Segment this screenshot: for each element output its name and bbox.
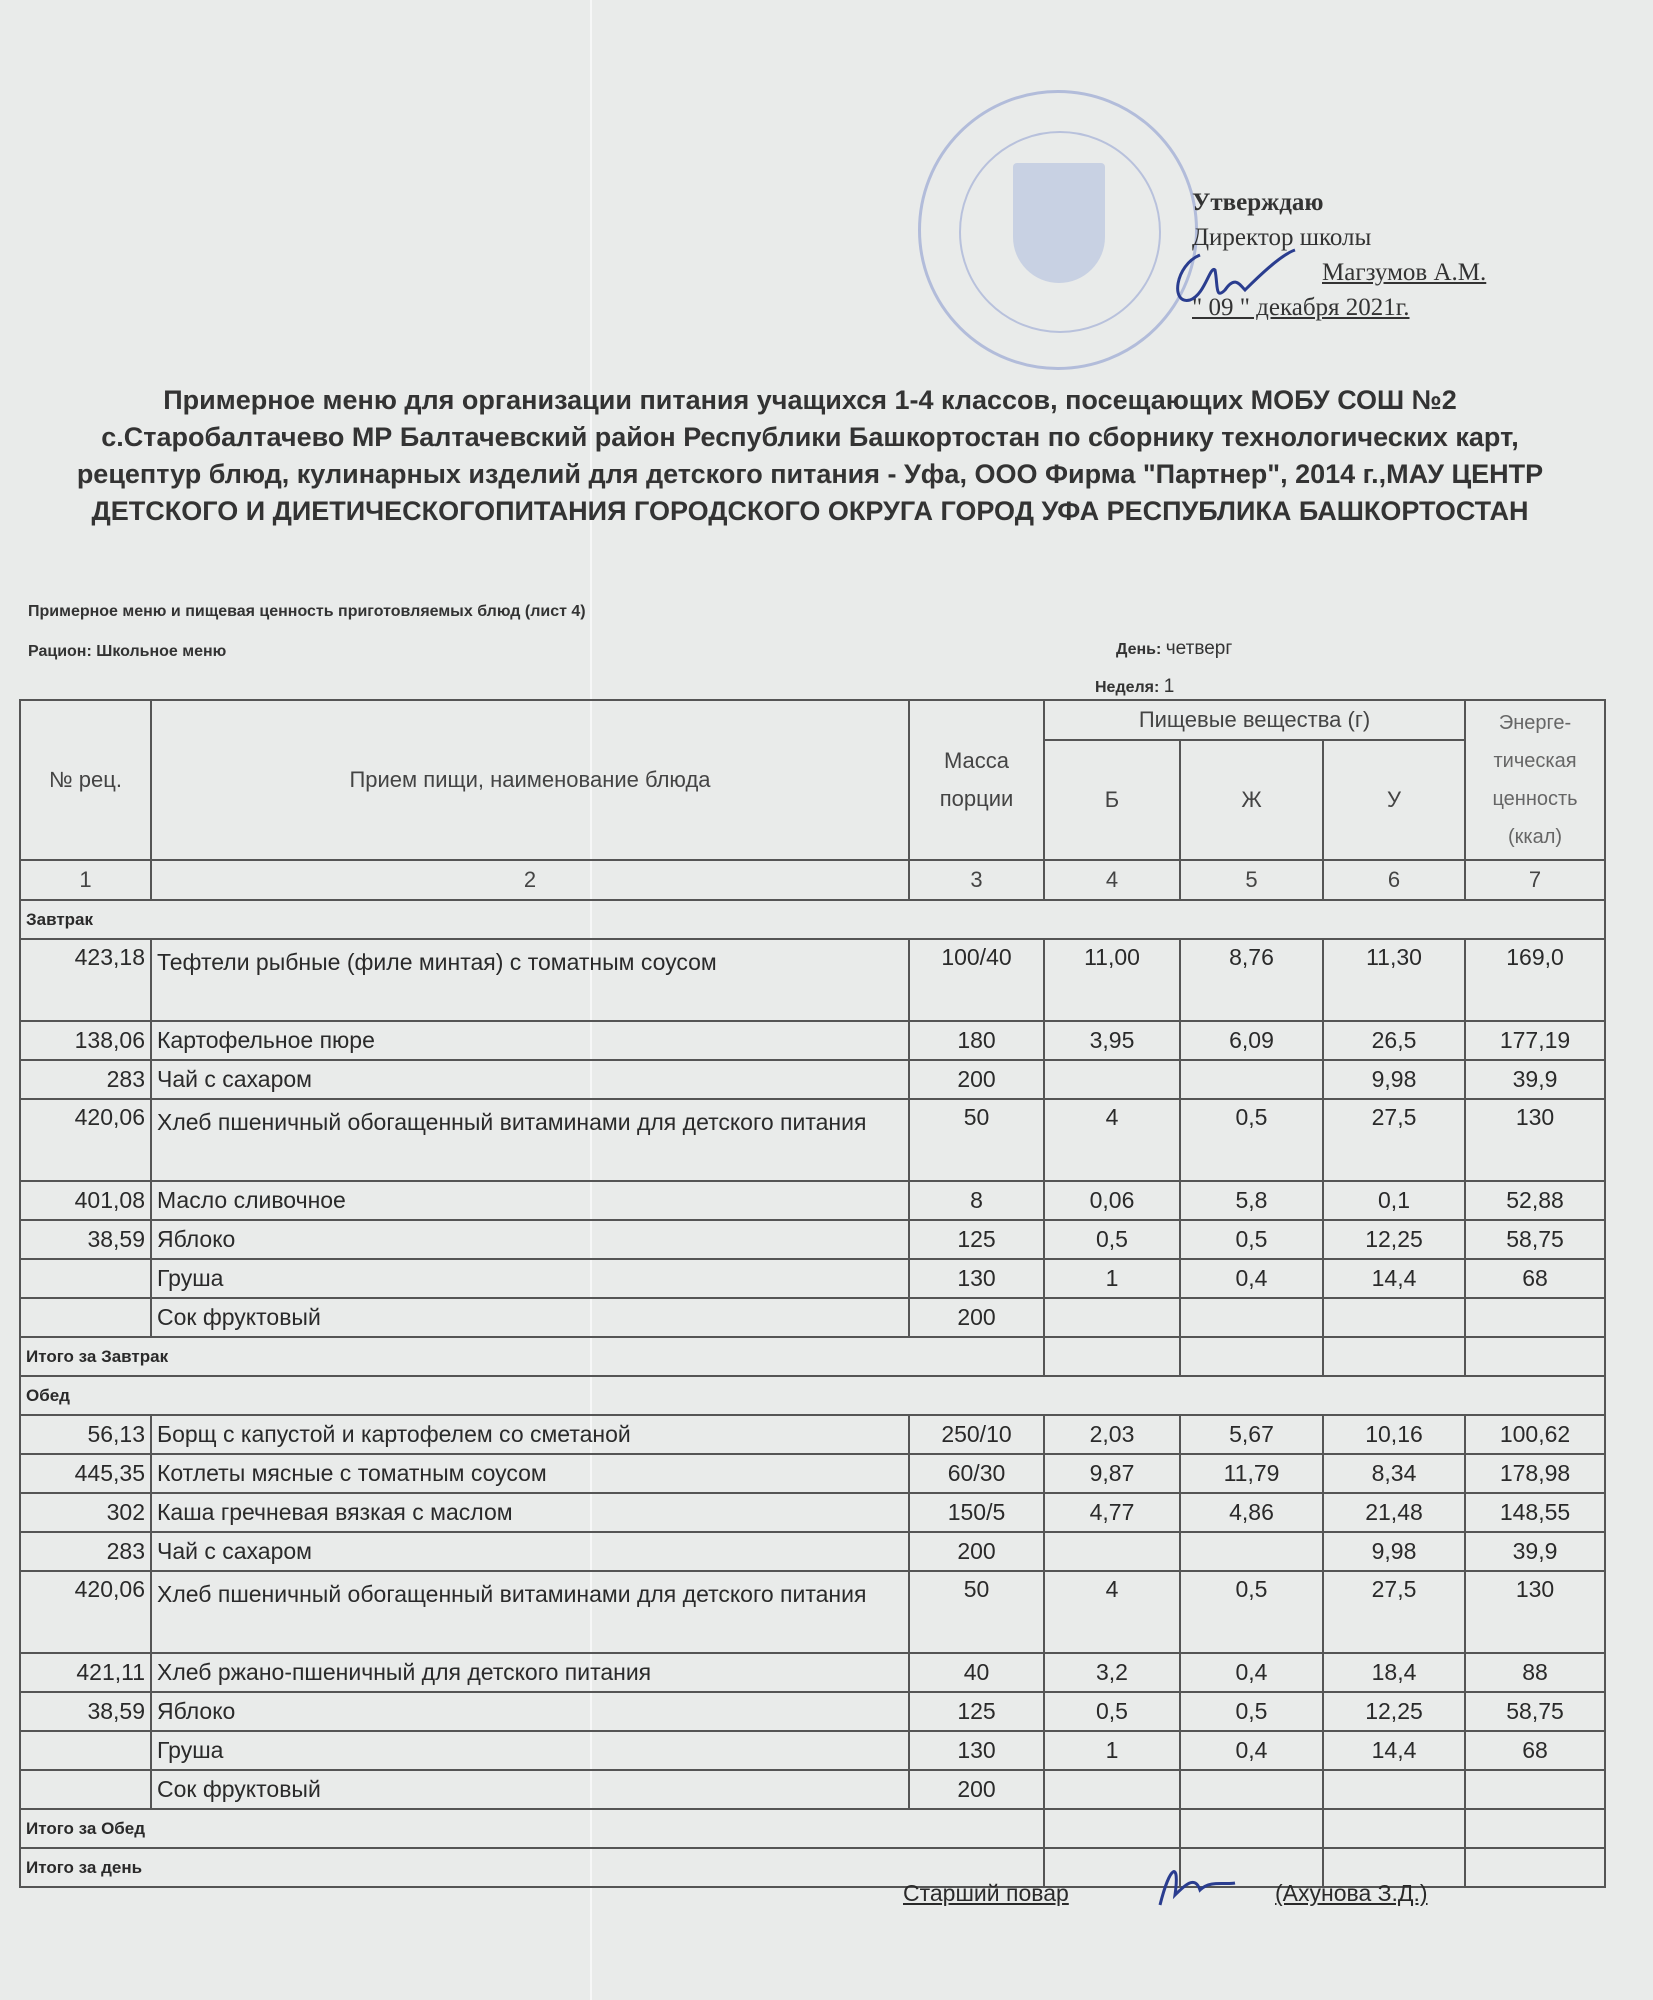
dish-name: Чай с сахаром	[151, 1532, 909, 1571]
dish-name: Хлеб пшеничный обогащенный витаминами для детского питания	[151, 1571, 909, 1653]
fat-value: 0,5	[1180, 1220, 1323, 1259]
week-label: Неделя:	[1095, 679, 1160, 696]
energy-value: 88	[1465, 1653, 1605, 1692]
document-title: Примерное меню для организации питания учащихся 1-4 классов, посещающих МОБУ СОШ №2 с.Старобалтачево МР Балтачевский район Республики Башкортостан по сборнику технологических карт, рецептур блюд, кулинарных изделий для детского питания - Уфа, ООО Фирма "Партнер", 2014 г.,МАУ ЦЕНТР ДЕТСКОГО И ДИЕТИЧЕСКОГОПИТАНИЯ ГОРОДСКОГО ОКРУГА ГОРОД УФА РЕСПУБЛИКА БАШКОРТОСТАН	[76, 385, 1544, 526]
dish-name: Хлеб пшеничный обогащенный витаминами для детского питания	[151, 1099, 909, 1181]
column-number: 6	[1323, 860, 1465, 900]
recipe-number	[20, 1731, 151, 1770]
header-fat: Ж	[1180, 740, 1323, 860]
table-row	[20, 1454, 1605, 1493]
table-row	[20, 1571, 1605, 1653]
energy-value: 100,62	[1465, 1415, 1605, 1454]
energy-value	[1465, 1298, 1605, 1337]
carbs-value: 12,25	[1323, 1692, 1465, 1731]
portion-mass: 130	[909, 1731, 1044, 1770]
portion-mass: 40	[909, 1653, 1044, 1692]
dish-name: Чай с сахаром	[151, 1060, 909, 1099]
carbs-value: 11,30	[1323, 939, 1465, 1021]
table-row	[20, 1653, 1605, 1692]
table-row	[20, 1181, 1605, 1220]
total-cell	[1180, 1809, 1323, 1848]
carbs-value: 27,5	[1323, 1571, 1465, 1653]
approval-heading: Утверждаю	[1192, 189, 1324, 216]
section-label: Обед	[20, 1376, 1605, 1415]
recipe-number: 302	[20, 1493, 151, 1532]
chef-name: (Ахунова З.Д.)	[1275, 1880, 1428, 1906]
recipe-number: 38,59	[20, 1220, 151, 1259]
fat-value: 5,8	[1180, 1181, 1323, 1220]
energy-value: 68	[1465, 1259, 1605, 1298]
column-number: 4	[1044, 860, 1180, 900]
energy-value: 177,19	[1465, 1021, 1605, 1060]
portion-mass: 100/40	[909, 939, 1044, 1021]
fat-value: 0,5	[1180, 1099, 1323, 1181]
total-cell	[1465, 1809, 1605, 1848]
total-label: Итого за день	[20, 1848, 1044, 1887]
fat-value	[1180, 1298, 1323, 1337]
recipe-number: 283	[20, 1060, 151, 1099]
recipe-number	[20, 1298, 151, 1337]
energy-value	[1465, 1770, 1605, 1809]
lunch-total-row	[20, 1809, 1605, 1848]
fat-value: 0,4	[1180, 1259, 1323, 1298]
energy-value: 178,98	[1465, 1454, 1605, 1493]
protein-value	[1044, 1060, 1180, 1099]
protein-value: 1	[1044, 1259, 1180, 1298]
chef-role: Старший повар	[903, 1880, 1069, 1906]
carbs-value: 9,98	[1323, 1532, 1465, 1571]
portion-mass: 150/5	[909, 1493, 1044, 1532]
portion-mass: 200	[909, 1060, 1044, 1099]
approval-date: " 09 " декабря 2021г.	[1192, 294, 1410, 321]
carbs-value	[1323, 1298, 1465, 1337]
table-row	[20, 1415, 1605, 1454]
approval-name: Магзумов А.М.	[1322, 259, 1487, 286]
protein-value: 4	[1044, 1571, 1180, 1653]
energy-value: 68	[1465, 1731, 1605, 1770]
recipe-number: 423,18	[20, 939, 151, 1021]
total-cell	[1465, 1337, 1605, 1376]
dish-name: Яблоко	[151, 1220, 909, 1259]
table-row	[20, 939, 1605, 1021]
column-number: 1	[20, 860, 151, 900]
header-nutrients: Пищевые вещества (г)	[1044, 700, 1465, 740]
carbs-value: 14,4	[1323, 1259, 1465, 1298]
header-energy: Энерге-тическая ценность (ккал)	[1465, 700, 1605, 860]
carbs-value: 21,48	[1323, 1493, 1465, 1532]
protein-value: 1	[1044, 1731, 1180, 1770]
portion-mass: 180	[909, 1021, 1044, 1060]
chef-signature	[1150, 1855, 1240, 1915]
menu-table	[19, 699, 1606, 1888]
portion-mass: 8	[909, 1181, 1044, 1220]
dish-name: Сок фруктовый	[151, 1770, 909, 1809]
lunch-section-row	[20, 1376, 1605, 1415]
dish-name: Тефтели рыбные (филе минтая) с томатным соусом	[151, 939, 909, 1021]
table-row	[20, 1099, 1605, 1181]
dish-name: Яблоко	[151, 1692, 909, 1731]
protein-value: 0,5	[1044, 1692, 1180, 1731]
portion-mass: 130	[909, 1259, 1044, 1298]
protein-value: 9,87	[1044, 1454, 1180, 1493]
protein-value: 11,00	[1044, 939, 1180, 1021]
recipe-number: 56,13	[20, 1415, 151, 1454]
protein-value: 0,06	[1044, 1181, 1180, 1220]
recipe-number: 421,11	[20, 1653, 151, 1692]
dish-name: Сок фруктовый	[151, 1298, 909, 1337]
dish-name: Масло сливочное	[151, 1181, 909, 1220]
breakfast-total-row	[20, 1337, 1605, 1376]
portion-mass: 125	[909, 1220, 1044, 1259]
official-stamp	[918, 90, 1198, 370]
energy-value: 130	[1465, 1571, 1605, 1653]
carbs-value: 0,1	[1323, 1181, 1465, 1220]
portion-mass: 50	[909, 1571, 1044, 1653]
energy-value: 148,55	[1465, 1493, 1605, 1532]
energy-value: 58,75	[1465, 1692, 1605, 1731]
protein-value: 3,95	[1044, 1021, 1180, 1060]
protein-value: 2,03	[1044, 1415, 1180, 1454]
total-cell	[1323, 1809, 1465, 1848]
breakfast-section-row	[20, 900, 1605, 939]
protein-value: 0,5	[1044, 1220, 1180, 1259]
total-cell	[1323, 1337, 1465, 1376]
protein-value: 4	[1044, 1099, 1180, 1181]
header-dish-name: Прием пищи, наименование блюда	[151, 700, 909, 860]
ration-label: Рацион: Школьное меню	[28, 643, 227, 660]
energy-value: 39,9	[1465, 1060, 1605, 1099]
column-number: 5	[1180, 860, 1323, 900]
fat-value: 0,4	[1180, 1653, 1323, 1692]
dish-name: Груша	[151, 1731, 909, 1770]
carbs-value: 18,4	[1323, 1653, 1465, 1692]
total-cell	[1044, 1809, 1180, 1848]
recipe-number: 283	[20, 1532, 151, 1571]
energy-value: 169,0	[1465, 939, 1605, 1021]
recipe-number: 445,35	[20, 1454, 151, 1493]
carbs-value: 14,4	[1323, 1731, 1465, 1770]
fat-value: 4,86	[1180, 1493, 1323, 1532]
header-protein: Б	[1044, 740, 1180, 860]
carbs-value: 10,16	[1323, 1415, 1465, 1454]
table-row	[20, 1532, 1605, 1571]
week-value: 1	[1163, 676, 1175, 697]
director-signature	[1170, 245, 1300, 315]
fat-value: 6,09	[1180, 1021, 1323, 1060]
column-numbers-row	[20, 860, 1605, 900]
recipe-number: 420,06	[20, 1099, 151, 1181]
energy-value: 58,75	[1465, 1220, 1605, 1259]
coat-of-arms-icon	[1013, 163, 1105, 283]
fat-value: 5,67	[1180, 1415, 1323, 1454]
column-number: 2	[151, 860, 909, 900]
dish-name: Котлеты мясные с томатным соусом	[151, 1454, 909, 1493]
fat-value: 11,79	[1180, 1454, 1323, 1493]
protein-value	[1044, 1770, 1180, 1809]
table-row	[20, 1060, 1605, 1099]
energy-value: 39,9	[1465, 1532, 1605, 1571]
table-row	[20, 1731, 1605, 1770]
fat-value: 0,5	[1180, 1571, 1323, 1653]
portion-mass: 200	[909, 1298, 1044, 1337]
protein-value: 3,2	[1044, 1653, 1180, 1692]
recipe-number: 420,06	[20, 1571, 151, 1653]
portion-mass: 200	[909, 1532, 1044, 1571]
fat-value: 8,76	[1180, 939, 1323, 1021]
carbs-value	[1323, 1770, 1465, 1809]
day-label: День:	[1116, 641, 1162, 658]
recipe-number: 138,06	[20, 1021, 151, 1060]
total-label: Итого за Обед	[20, 1809, 1044, 1848]
table-row	[20, 1259, 1605, 1298]
recipe-number: 38,59	[20, 1692, 151, 1731]
day-value: четверг	[1165, 638, 1233, 659]
header-carbs: У	[1323, 740, 1465, 860]
column-number: 3	[909, 860, 1044, 900]
dish-name: Картофельное пюре	[151, 1021, 909, 1060]
energy-value: 130	[1465, 1099, 1605, 1181]
portion-mass: 125	[909, 1692, 1044, 1731]
fat-value	[1180, 1532, 1323, 1571]
table-row	[20, 1220, 1605, 1259]
approval-position: Директор школы	[1192, 224, 1372, 251]
protein-value	[1044, 1298, 1180, 1337]
carbs-value: 9,98	[1323, 1060, 1465, 1099]
protein-value	[1044, 1532, 1180, 1571]
energy-value: 52,88	[1465, 1181, 1605, 1220]
carbs-value: 26,5	[1323, 1021, 1465, 1060]
table-row	[20, 1692, 1605, 1731]
portion-mass: 200	[909, 1770, 1044, 1809]
dish-name: Каша гречневая вязкая с маслом	[151, 1493, 909, 1532]
recipe-number: 401,08	[20, 1181, 151, 1220]
total-cell	[1180, 1337, 1323, 1376]
table-row	[20, 1298, 1605, 1337]
table-row	[20, 1021, 1605, 1060]
recipe-number	[20, 1770, 151, 1809]
header-recipe-no: № рец.	[20, 700, 151, 860]
menu-subtitle: Примерное меню и пищевая ценность приготовляемых блюд (лист 4)	[28, 603, 586, 620]
portion-mass: 50	[909, 1099, 1044, 1181]
total-cell	[1044, 1337, 1180, 1376]
carbs-value: 27,5	[1323, 1099, 1465, 1181]
fat-value: 0,5	[1180, 1692, 1323, 1731]
header-mass: Масса порции	[909, 700, 1044, 860]
table-row	[20, 1493, 1605, 1532]
carbs-value: 8,34	[1323, 1454, 1465, 1493]
carbs-value: 12,25	[1323, 1220, 1465, 1259]
portion-mass: 60/30	[909, 1454, 1044, 1493]
dish-name: Хлеб ржано-пшеничный для детского питания	[151, 1653, 909, 1692]
dish-name: Груша	[151, 1259, 909, 1298]
table-row	[20, 1770, 1605, 1809]
fat-value: 0,4	[1180, 1731, 1323, 1770]
column-number: 7	[1465, 860, 1605, 900]
fat-value	[1180, 1770, 1323, 1809]
protein-value: 4,77	[1044, 1493, 1180, 1532]
dish-name: Борщ с капустой и картофелем со сметаной	[151, 1415, 909, 1454]
fat-value	[1180, 1060, 1323, 1099]
recipe-number	[20, 1259, 151, 1298]
portion-mass: 250/10	[909, 1415, 1044, 1454]
total-label: Итого за Завтрак	[20, 1337, 1044, 1376]
section-label: Завтрак	[20, 900, 1605, 939]
total-cell	[1465, 1848, 1605, 1887]
